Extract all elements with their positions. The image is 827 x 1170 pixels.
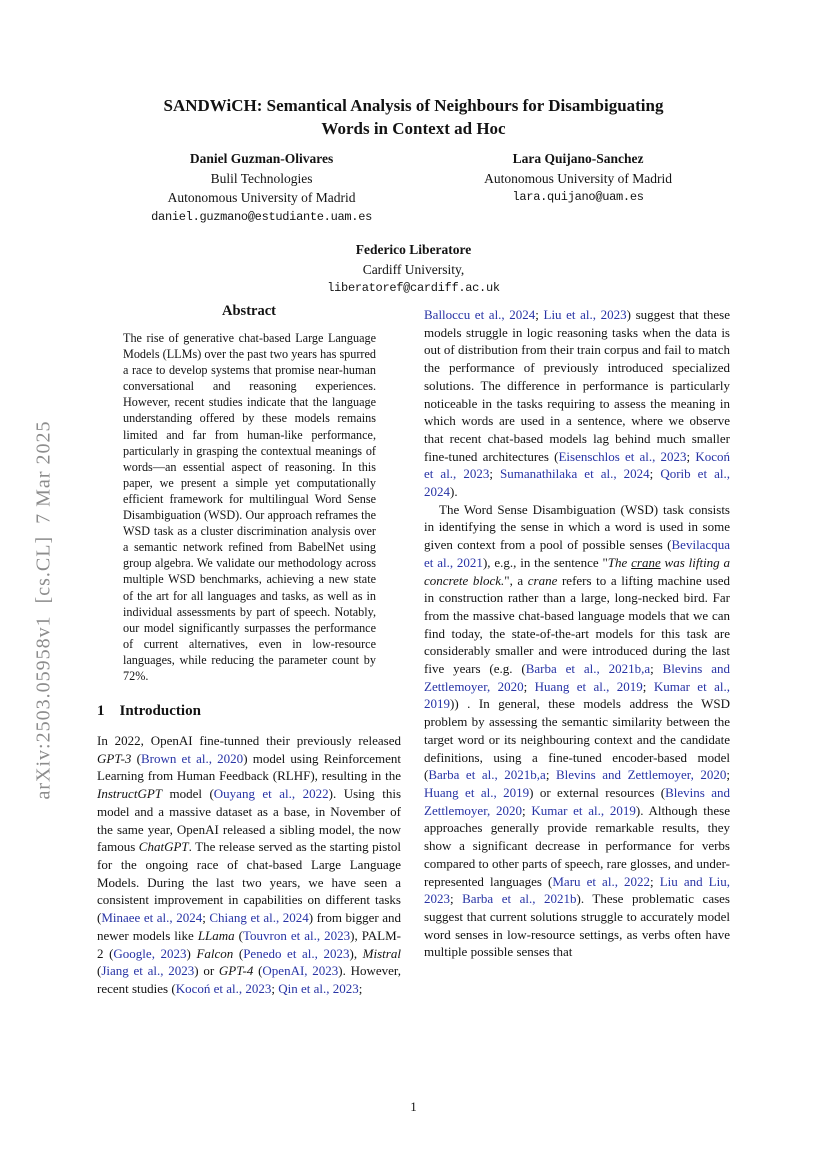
author-affiliation: Cardiff University, — [362, 261, 465, 277]
text-run: ; — [450, 891, 463, 907]
citation-link[interactable]: Qin et al., 2023 — [278, 980, 359, 996]
author-affiliation: Bulil Technologies — [210, 170, 313, 186]
citation-link[interactable]: Penedo et al., 2023 — [243, 945, 350, 961]
citation-link[interactable]: OpenAI, 2023 — [262, 963, 339, 979]
text-run: refers to a lifting machine used in construction rather than a large, long-necked bird. Far from the massive chat-based language models that we can find today, the state-of-the-art models for this task are considerably smaller and were introduced during the last five years (e.g. ( — [424, 572, 731, 677]
text-run: ", a — [504, 572, 528, 588]
citation-link[interactable]: Kumar et al., 2019 — [531, 802, 636, 818]
author-name: Daniel Guzman-Olivares — [189, 151, 334, 166]
citation-link[interactable]: Barba et al., 2021b,a — [525, 661, 651, 677]
page-number: 1 — [410, 1099, 417, 1114]
citation-link[interactable]: Kocoń et al., 2023 — [175, 980, 272, 996]
citation-link[interactable]: Eisenschlos et al., 2023 — [558, 448, 687, 464]
citation-link[interactable]: Jiang et al., 2023 — [101, 963, 195, 979]
paper-title-line-1: SANDWiCH: Semantical Analysis of Neighbours for Disambiguating — [163, 96, 664, 115]
text-run: ; — [521, 802, 532, 818]
citation-link[interactable]: Balloccu et al., 2024 — [424, 307, 536, 322]
text-run: Falcon — [196, 945, 234, 961]
text-run: ; — [535, 307, 544, 322]
text-run: ; — [358, 980, 363, 996]
text-run: GPT-3 — [97, 750, 132, 766]
author-block-1 — [97, 149, 426, 227]
text-run: Mistral — [362, 945, 401, 961]
citation-link[interactable]: Touvron et al., 2023 — [243, 927, 351, 943]
text-run: ( — [233, 945, 244, 961]
citation-link[interactable]: Sumanathilaka et al., 2024 — [500, 466, 650, 482]
text-run: ; — [650, 873, 660, 889]
section-title: Introduction — [119, 703, 201, 720]
section-1-heading — [97, 703, 401, 720]
text-run: ). However, recent studies ( — [97, 963, 401, 996]
citation-link[interactable]: Maru et al., 2022 — [552, 873, 651, 889]
citation-link[interactable]: Liu and Liu, 2023 — [424, 873, 730, 907]
author-affiliation: Autonomous University of Madrid — [167, 190, 356, 205]
text-run: ), — [349, 945, 363, 961]
left-column — [97, 300, 401, 998]
author-email: lara.quijano@uam.es — [512, 190, 644, 204]
text-run: ; — [523, 678, 535, 694]
text-run: . The release served as the starting pistol for the ongoing race of chat-based Large Language Models. During the last two years, we have seen a consistent improvement in capabilities on different tasks ( — [97, 839, 401, 926]
citation-link[interactable]: Kocoń et al., 2023 — [424, 448, 730, 482]
text-run: ; — [271, 980, 279, 996]
arxiv-watermark: arXiv:2503.05958v1 [cs.CL] 7 Mar 2025 — [32, 420, 55, 800]
text-run: ; — [686, 448, 696, 464]
right-column — [424, 300, 730, 961]
paper-title — [97, 94, 730, 140]
citation-link[interactable]: Ouyang et al., 2022 — [213, 786, 329, 802]
citation-link[interactable]: Brown et al., 2020 — [140, 750, 244, 766]
text-run: ( — [234, 927, 244, 943]
text-run: ( — [97, 963, 102, 979]
text-run: )) . In general, these models address the WSD problem by assessing the semantic similarity between the target word or its neighbouring context and the candidate definitions, using a fine-tuned encoder-based model ( — [424, 696, 730, 783]
text-run: ChatGPT — [138, 839, 189, 855]
citation-link[interactable]: Kumar et al., 2019 — [424, 678, 730, 712]
text-run: ). — [450, 484, 458, 500]
citation-link[interactable]: Google, 2023 — [113, 945, 187, 961]
section-number: 1 — [97, 703, 105, 720]
text-run: The Word Sense Disambiguation (WSD) task consists in identifying the sense in which a word is used in some given context from a pool of possible senses ( — [424, 501, 730, 553]
text-run: ; — [649, 466, 661, 482]
citation-link[interactable]: Blevins and Zettlemoyer, 2020 — [424, 784, 731, 818]
text-run: In 2022, OpenAI fine-tunned their previously released — [97, 733, 401, 749]
intro-paragraph-1 — [97, 732, 401, 998]
text-run: ( — [253, 963, 263, 979]
author-email: daniel.guzmano@estudiante.uam.es — [151, 209, 372, 224]
text-run: ). Using this model and a massive dataset as a base, in November of the same year, OpenAI released a sibling model, the now famous — [97, 786, 402, 855]
text-run: crane — [631, 554, 661, 570]
abstract-heading: Abstract — [222, 303, 276, 319]
text-run: ; — [642, 678, 654, 694]
author-affiliation: Autonomous University of Madrid — [484, 170, 672, 186]
text-run: The — [607, 554, 632, 570]
text-run: model ( — [162, 786, 214, 802]
intro-paragraph-2 — [424, 501, 730, 961]
text-run: ), PALM-2 ( — [97, 927, 401, 961]
citation-link[interactable]: Qorib et al., 2024 — [424, 466, 730, 500]
text-run: ; — [650, 661, 663, 677]
author-block-2 — [426, 149, 730, 227]
intro-paragraph-1-continued — [424, 306, 730, 501]
text-run: ), e.g., in the sentence " — [482, 554, 608, 570]
paper-title-line-2: Words in Context ad Hoc — [321, 119, 506, 138]
citation-link[interactable]: Liu et al., 2023 — [543, 307, 627, 322]
text-run: GPT-4 — [218, 963, 254, 979]
text-run: ). These problematic cases suggest that current solutions struggle to accurately model word senses in low-resource settings, as verbs often have multiple possible senses that — [424, 891, 730, 960]
text-run: ) or — [194, 963, 219, 979]
text-run: ; — [726, 767, 730, 783]
text-run: was lifting a concrete block. — [424, 554, 731, 588]
author-block-3 — [97, 240, 730, 299]
citation-link[interactable]: Barba et al., 2021b,a — [428, 767, 546, 783]
citation-link[interactable]: Blevins and Zettlemoyer, 2020 — [424, 661, 730, 694]
author-name: Lara Quijano-Sanchez — [512, 151, 644, 166]
abstract-text: The rise of generative chat-based Large Language Models (LLMs) over the past two years has spurred a race to develop systems that promise near-human conversational and reasoning experiences. However, recent studies indicate that the language understanding offered by these models remains limited and far from human-like performance, particularly in grasping the contextual meanings of words—an essential aspect of reasoning. In this paper, we present a simple yet computationally efficient framework for multilingual Word Sense Disambiguation (WSD). Our approach reframes the WSD task as a cluster discrimination analysis over a semantic network refined from BabelNet using group algebra. We validate our methodology across multiple WSD benchmarks, achieving a new state of the art for all languages and tasks, as well as in individual assessments by part of speech. Notably, our model significantly surpasses the performance of current alternatives, even in low-resource languages, while reducing the parameter count by 72%. — [123, 331, 376, 683]
citation-link[interactable]: Huang et al., 2019 — [534, 678, 643, 694]
citation-link[interactable]: Blevins and Zettlemoyer, 2020 — [555, 767, 727, 783]
text-run: ) from bigger and newer models like — [97, 910, 401, 943]
text-run: LLama — [197, 927, 235, 943]
citation-link[interactable]: Barba et al., 2021b — [462, 891, 577, 907]
citation-link[interactable]: Bevilacqua et al., 2021 — [424, 537, 730, 570]
text-run: InstructGPT — [97, 786, 162, 802]
text-run: crane — [527, 572, 558, 588]
citation-link[interactable]: Huang et al., 2019 — [424, 784, 530, 800]
citation-link[interactable]: Minaee et al., 2024 — [101, 910, 203, 926]
text-run: ) suggest that these models struggle in logic reasoning tasks when the data is out of distribution from their train corpus and fail to match the performance of previously introduced specialized solutions. The difference in performance is particularly noticeable in the tasks requiring to assess the meaning in which words are used in a sentence, where we observe that recent chat-based models lag behind much smaller fine-tuned architectures ( — [424, 307, 730, 464]
author-name: Federico Liberatore — [355, 242, 472, 257]
text-run: ( — [131, 750, 141, 766]
text-run: ; — [489, 466, 500, 482]
author-email: liberatoref@cardiff.ac.uk — [327, 281, 500, 295]
text-run: ) model using Reinforcement Learning from Human Feedback (RLHF), resulting in the — [97, 750, 401, 784]
text-run: ; — [202, 910, 210, 926]
text-run: ). Although these approaches generally provide remarkable results, they show a significant decrease in performance for verbs compared to other parts of speech, rare glosses, and under-represented languages ( — [424, 802, 730, 889]
authors-row — [97, 149, 730, 227]
citation-link[interactable]: Chiang et al., 2024 — [209, 910, 309, 926]
text-run: ) — [186, 945, 197, 961]
text-run: ; — [545, 767, 556, 783]
text-run: ) or external resources ( — [529, 784, 666, 800]
